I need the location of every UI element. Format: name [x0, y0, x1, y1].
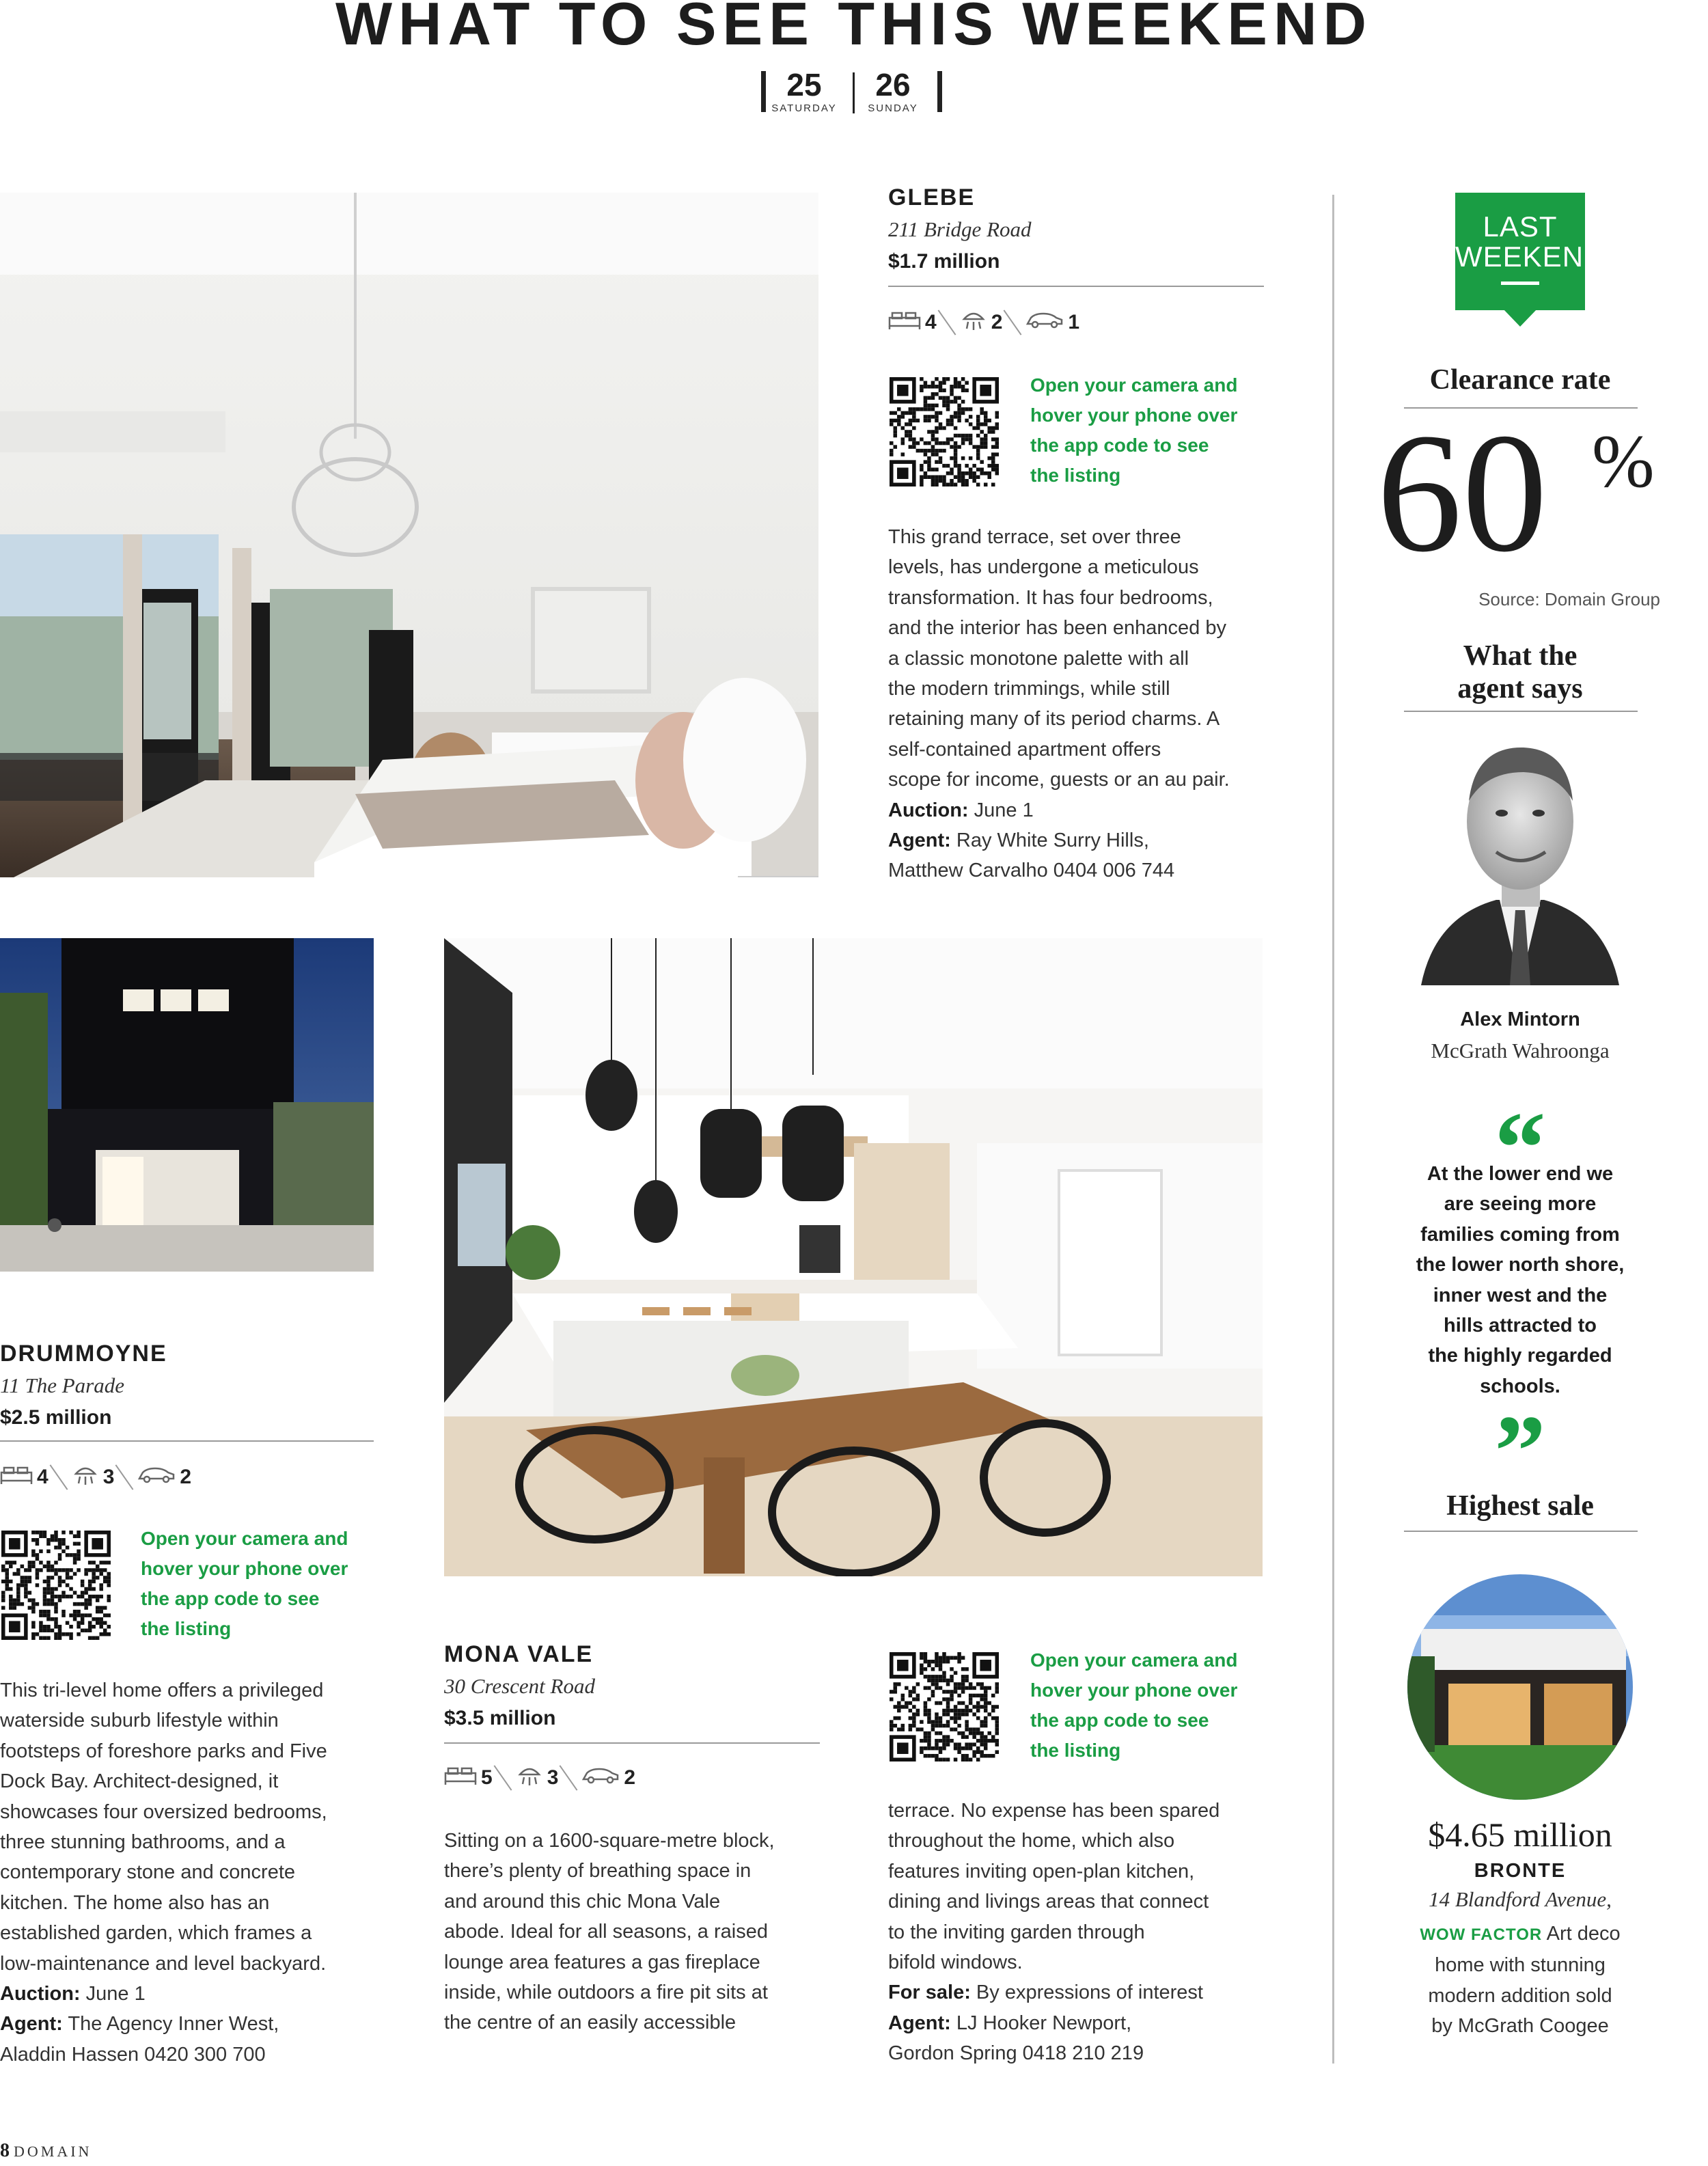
drummoyne-qr-code[interactable]: [1, 1531, 111, 1640]
badge-pointer: [1503, 309, 1537, 327]
mona-vale-address: 30 Crescent Road: [444, 1674, 595, 1698]
badge-line: LAST: [1483, 210, 1558, 243]
page-number: 8: [0, 2140, 10, 2161]
date-separator: [853, 72, 855, 113]
drummoyne-divider: [0, 1440, 374, 1442]
qr-prompt-line: Open your camera and: [141, 1528, 348, 1549]
quote-line: families coming from: [1420, 1223, 1620, 1246]
body-line: Dock Bay. Architect-designed, it: [0, 1770, 279, 1793]
last-weekend-badge: [1455, 193, 1606, 310]
highest-sale-price: $4.65 million: [1428, 1815, 1612, 1854]
car-icon: [1025, 310, 1064, 335]
drummoyne-description: [0, 1675, 383, 2070]
drummoyne-qr-prompt: [141, 1524, 348, 1644]
body-line: and around this chic Mona Vale: [444, 1890, 721, 1913]
date-bar-right: [937, 71, 942, 112]
mona-vale-qr-code[interactable]: [890, 1652, 999, 1761]
clearance-rate-percent: %: [1592, 420, 1655, 503]
qr-prompt-line: the app code to see: [1030, 435, 1209, 456]
qr-prompt-line: Open your camera and: [1030, 1649, 1238, 1671]
shower-icon: [72, 1463, 99, 1492]
highest-sale-photo: [1407, 1574, 1633, 1800]
qr-prompt-line: the listing: [1030, 1740, 1121, 1761]
auction-label: Auction:: [888, 799, 969, 821]
glebe-features: [888, 307, 1079, 338]
body-line: abode. Ideal for all seasons, a raised: [444, 1921, 768, 1943]
body-line: self-contained apartment offers: [888, 738, 1161, 760]
body-line: throughout the home, which also: [888, 1830, 1175, 1852]
mona-vale-suburb: MONA VALE: [444, 1641, 594, 1667]
agent-name: Alex Mintorn: [1460, 1009, 1580, 1030]
date-sunday-label: SUNDAY: [868, 102, 918, 114]
glebe-beds: 4: [925, 311, 937, 333]
mona-vale-features: [444, 1763, 635, 1793]
drummoyne-features: [0, 1462, 191, 1492]
qr-code-pattern: [890, 1652, 999, 1761]
quote-line: At the lower end we: [1427, 1163, 1614, 1185]
agent-says-heading: [1401, 640, 1640, 705]
auction-value: June 1: [80, 1983, 146, 2005]
body-line: a classic monotone palette with all: [888, 647, 1189, 670]
auction-label: Auction:: [0, 1983, 81, 2005]
mona-vale-baths: 3: [547, 1766, 559, 1789]
body-line: three stunning bathrooms, and a: [0, 1831, 286, 1854]
glebe-price: $1.7 million: [888, 250, 1000, 273]
body-line: levels, has undergone a meticulous: [888, 556, 1199, 579]
mona-vale-agent-contact: Gordon Spring 0418 210 219: [888, 2042, 1144, 2065]
glebe-qr-prompt: [1030, 370, 1237, 491]
glebe-baths: 2: [991, 311, 1003, 333]
mona-vale-sale: [888, 1977, 1284, 2007]
body-line: footsteps of foreshore parks and Five: [0, 1740, 327, 1762]
feature-separator: [115, 1464, 134, 1490]
glebe-qr-code[interactable]: [890, 377, 999, 486]
qr-prompt-line: the app code to see: [1030, 1710, 1209, 1731]
quote-line: are seeing more: [1444, 1193, 1597, 1216]
body-line: This tri-level home offers a privileged: [0, 1680, 324, 1701]
drummoyne-suburb: DRUMMOYNE: [0, 1341, 167, 1367]
body-line: established garden, which frames a: [0, 1922, 312, 1945]
qr-code-pattern: [890, 377, 999, 486]
mona-vale-qr-prompt: [1030, 1645, 1237, 1766]
sale-value: By expressions of interest: [970, 1982, 1203, 2004]
quote-line: the highly regarded: [1428, 1345, 1612, 1367]
hs-desc-line: home with stunning: [1435, 1954, 1606, 1977]
body-line: waterside suburb lifestyle within: [0, 1710, 279, 1732]
date-sunday-number: 26: [875, 67, 911, 102]
mona-vale-kitchen-photo: [444, 938, 1263, 1576]
glebe-divider: [888, 286, 1264, 287]
agent-value: LJ Hooker Newport,: [950, 2012, 1132, 2034]
badge-line: WEEKEND: [1455, 241, 1606, 273]
glebe-cars: 1: [1068, 311, 1080, 333]
agent-label: Agent:: [888, 2012, 951, 2034]
quote-close-icon: ”: [1494, 1395, 1546, 1508]
feature-separator: [1004, 310, 1022, 335]
magazine-name: DOMAIN: [14, 2143, 92, 2160]
agent-value: The Agency Inner West,: [62, 2013, 279, 2035]
quote-line: inner west and the: [1433, 1284, 1608, 1306]
auction-value: June 1: [968, 799, 1034, 821]
mona-vale-beds: 5: [481, 1766, 493, 1789]
agent-divider: [1404, 711, 1638, 712]
body-line: terrace. No expense has been spared: [888, 1800, 1220, 1822]
body-line: kitchen. The home also has an: [0, 1891, 270, 1914]
badge-underline: [1501, 282, 1539, 285]
drummoyne-baths: 3: [102, 1466, 115, 1488]
body-line: retaining many of its period charms. A: [888, 708, 1220, 730]
highest-sale-suburb: BRONTE: [1474, 1860, 1567, 1882]
agent-heading-line: What the: [1463, 640, 1578, 672]
date-saturday-label: SATURDAY: [771, 102, 837, 114]
agent-portrait: [1421, 726, 1619, 985]
qr-prompt-line: Open your camera and: [1030, 374, 1238, 396]
body-line: the modern trimmings, while still: [888, 678, 1170, 700]
drummoyne-agent: [0, 2009, 383, 2039]
body-line: contemporary stone and concrete: [0, 1861, 296, 1884]
feature-separator: [49, 1464, 68, 1490]
glebe-description: [888, 522, 1271, 886]
agent-label: Agent:: [0, 2013, 63, 2035]
highest-sale-heading: Highest sale: [1446, 1490, 1594, 1522]
body-line: low-maintenance and level backyard.: [0, 1952, 327, 1975]
glebe-agent-contact: Matthew Carvalho 0404 006 744: [888, 860, 1175, 882]
drummoyne-house-photo: [0, 938, 374, 1272]
body-line: to the inviting garden through: [888, 1921, 1145, 1943]
mona-vale-divider: [444, 1742, 820, 1744]
highest-sale-description: [1373, 1919, 1667, 2042]
agent-label: Agent:: [888, 830, 951, 852]
qr-prompt-line: the app code to see: [141, 1588, 320, 1609]
body-line: the centre of an easily accessible: [444, 2012, 736, 2034]
hs-desc-line: modern addition sold: [1428, 1984, 1612, 2007]
qr-prompt-line: hover your phone over: [1030, 405, 1238, 426]
shower-icon: [516, 1764, 543, 1792]
hs-desc-line: by McGrath Coogee: [1431, 2015, 1609, 2038]
drummoyne-auction: [0, 1979, 383, 2009]
sidebar-divider: [1332, 195, 1334, 2064]
weekend-dates: [758, 68, 950, 116]
drummoyne-agent-contact: Aladdin Hassen 0420 300 700: [0, 2043, 266, 2066]
drummoyne-price: $2.5 million: [0, 1406, 112, 1429]
bed-icon: [0, 1464, 33, 1490]
glebe-address: 211 Bridge Road: [888, 217, 1032, 241]
hs-desc-first-line: [1373, 1919, 1667, 1950]
wow-factor-label: WOW FACTOR: [1420, 1925, 1543, 1944]
glebe-suburb: GLEBE: [888, 184, 976, 210]
body-line: Sitting on a 1600-square-metre block,: [444, 1830, 775, 1852]
qr-code-pattern: [1, 1531, 111, 1640]
mona-vale-description-continued: [888, 1796, 1284, 2069]
highest-sale-address: 14 Blandford Avenue,: [1429, 1887, 1612, 1911]
drummoyne-beds: 4: [37, 1466, 49, 1488]
agent-office: McGrath Wahroonga: [1431, 1039, 1610, 1063]
agent-value: Ray White Surry Hills,: [950, 830, 1149, 852]
glebe-bedroom-photo: [0, 193, 818, 877]
drummoyne-cars: 2: [180, 1466, 192, 1488]
sale-label: For sale:: [888, 1982, 971, 2004]
glebe-auction: [888, 795, 1271, 825]
highest-sale-divider: [1404, 1531, 1638, 1532]
quote-line: schools.: [1480, 1375, 1560, 1397]
body-line: showcases four oversized bedrooms,: [0, 1800, 327, 1823]
body-line: This grand terrace, set over three: [888, 526, 1181, 548]
qr-prompt-line: hover your phone over: [141, 1558, 348, 1579]
feature-separator: [493, 1765, 512, 1790]
quote-line: hills attracted to: [1444, 1315, 1597, 1337]
body-line: inside, while outdoors a fire pit sits at: [444, 1982, 768, 2004]
car-icon: [137, 1465, 176, 1490]
date-saturday-number: 25: [786, 67, 822, 102]
quote-line: the lower north shore,: [1416, 1254, 1625, 1276]
car-icon: [581, 1766, 620, 1790]
agent-heading-line: agent says: [1457, 673, 1583, 704]
body-line: bifold windows.: [888, 1951, 1023, 1974]
feature-separator: [937, 310, 956, 335]
body-line: lounge area features a gas fireplace: [444, 1951, 760, 1973]
mona-vale-cars: 2: [624, 1766, 636, 1789]
body-line: transformation. It has four bedrooms,: [888, 586, 1213, 609]
glebe-agent: [888, 825, 1271, 855]
body-line: dining and livings areas that connect: [888, 1891, 1209, 1913]
clearance-source: Source: Domain Group: [1478, 589, 1660, 609]
clearance-rate-heading: Clearance rate: [1429, 364, 1611, 396]
page-title: WHAT TO SEE THIS WEEKEND: [335, 0, 1373, 57]
feature-separator: [560, 1765, 578, 1790]
drummoyne-address: 11 The Parade: [0, 1373, 124, 1397]
shower-icon: [960, 308, 987, 337]
qr-prompt-line: the listing: [1030, 465, 1121, 486]
bed-icon: [888, 310, 921, 335]
body-line: and the interior has been enhanced by: [888, 617, 1226, 640]
clearance-rate-value: 60: [1377, 398, 1547, 588]
body-line: features inviting open-plan kitchen,: [888, 1860, 1195, 1882]
qr-prompt-line: the listing: [141, 1618, 232, 1639]
mona-vale-price: $3.5 million: [444, 1707, 556, 1729]
quote-open-icon: “: [1494, 1091, 1546, 1205]
body-line: there’s plenty of breathing space in: [444, 1860, 752, 1882]
date-bar-left: [761, 71, 766, 112]
hs-desc-line: Art deco: [1542, 1923, 1621, 1945]
mona-vale-agent: [888, 2008, 1284, 2038]
mona-vale-description: [444, 1826, 840, 2038]
agent-quote: [1387, 1159, 1653, 1401]
page-folio: [0, 2140, 92, 2162]
body-line: scope for income, guests or an au pair.: [888, 769, 1230, 791]
qr-prompt-line: hover your phone over: [1030, 1680, 1238, 1701]
bed-icon: [444, 1765, 477, 1791]
